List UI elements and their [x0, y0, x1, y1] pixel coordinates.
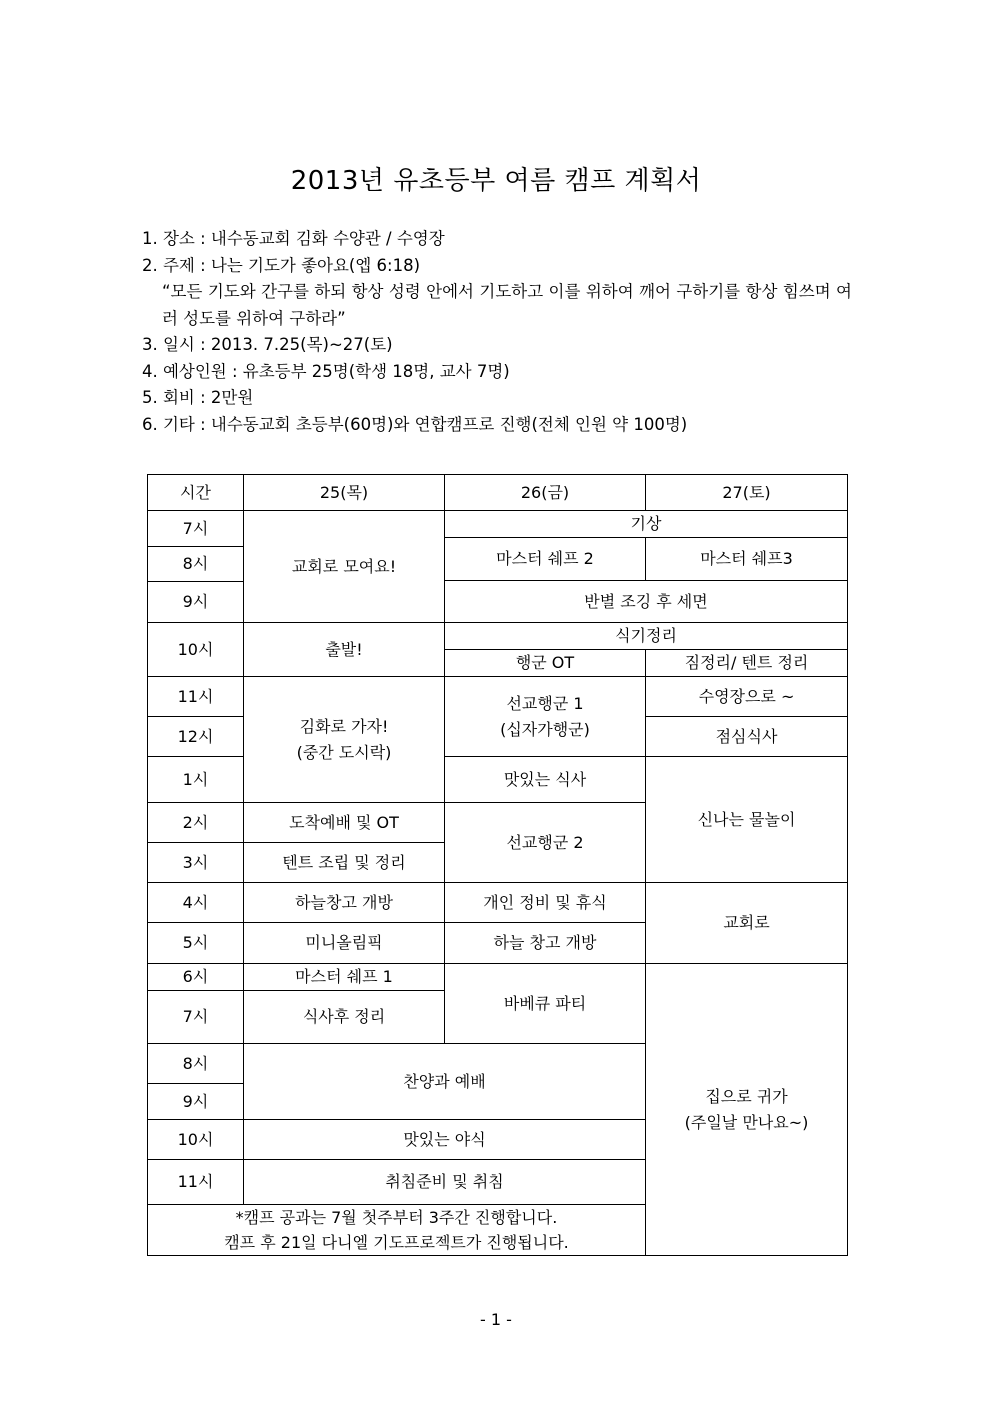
d25-gimhwa [244, 677, 445, 803]
header-day26: 26(금) [445, 475, 646, 511]
d27-chef3: 마스터 쉐프3 [646, 538, 848, 581]
d26-march1 [445, 677, 646, 757]
table-row [148, 883, 848, 923]
time-cell: 12시 [148, 717, 244, 757]
footnote-line2: 캠프 후 21일 다니엘 기도프로젝트가 진행됩니다. [224, 1233, 569, 1252]
d27-water: 신나는 물놀이 [646, 757, 848, 883]
d25-tent: 텐트 조립 및 정리 [244, 843, 445, 883]
footnote-line1: *캠프 공과는 7월 첫주부터 3주간 진행합니다. [235, 1208, 558, 1227]
march1-line2: (십자가행군) [500, 719, 590, 739]
table-row [148, 964, 848, 991]
table-row [148, 511, 848, 538]
info-date: 3. 일시 : 2013. 7.25(목)~27(토) [142, 335, 393, 354]
d25-olympic: 미니올림픽 [244, 923, 445, 964]
d25-sky: 하늘창고 개방 [244, 883, 445, 923]
header-day27: 27(토) [646, 475, 848, 511]
d27-lunch: 점심식사 [646, 717, 848, 757]
time-cell: 1시 [148, 757, 244, 803]
d25-gather: 교회로 모여요! [244, 511, 445, 623]
time-cell: 11시 [148, 1160, 244, 1205]
d26-bbq: 바베큐 파티 [445, 964, 646, 1044]
time-cell: 2시 [148, 803, 244, 843]
d25-chef1: 마스터 쉐프 1 [244, 964, 445, 991]
time-cell: 7시 [148, 991, 244, 1044]
snack-cell: 맛있는 야식 [244, 1120, 646, 1160]
page-number: - 1 - [480, 1310, 512, 1329]
d27-church: 교회로 [646, 883, 848, 964]
time-cell: 8시 [148, 547, 244, 582]
march1-line1: 선교행군 1 [506, 693, 584, 713]
time-cell: 9시 [148, 582, 244, 623]
d25-cleanup: 식사후 정리 [244, 991, 445, 1044]
time-cell: 3시 [148, 843, 244, 883]
time-cell: 11시 [148, 677, 244, 717]
time-cell: 8시 [148, 1044, 244, 1084]
time-cell: 4시 [148, 883, 244, 923]
d25-arrival: 도착예배 및 OT [244, 803, 445, 843]
schedule-table [147, 474, 848, 1256]
d26-sky: 하늘 창고 개방 [445, 923, 646, 964]
time-cell: 10시 [148, 1120, 244, 1160]
info-theme-quote: “모든 기도와 간구를 하되 항상 성령 안에서 기도하고 이를 위하여 깨어 구하기를 항상 힘쓰며 여러 성도를 위하여 구하라” [162, 282, 852, 328]
d25-depart: 출발! [244, 623, 445, 677]
gimhwa-line1: 김화로 가자! [299, 716, 389, 736]
time-cell: 7시 [148, 511, 244, 547]
d27-pool: 수영장으로 ~ [646, 677, 848, 717]
plan-info-list [142, 226, 852, 438]
dishes-cell: 식기정리 [445, 623, 848, 650]
footnote-cell [148, 1205, 646, 1256]
info-etc: 6. 기타 : 내수동교회 초등부(60명)와 연합캠프로 진행(전체 인원 약 100명) [142, 414, 688, 434]
info-attendance: 4. 예상인원 : 유초등부 25명(학생 18명, 교사 7명) [142, 361, 510, 381]
wakeup-cell: 기상 [445, 511, 848, 538]
bed-cell: 취침준비 및 취침 [244, 1160, 646, 1205]
time-cell: 9시 [148, 1084, 244, 1120]
d26-chef2: 마스터 쉐프 2 [445, 538, 646, 581]
home-line2: (주일날 만나요~) [684, 1112, 809, 1132]
document-title: 2013년 유초등부 여름 캠프 계획서 [290, 166, 702, 196]
info-theme: 2. 주제 : 나는 기도가 좋아요(엡 6:18) [142, 255, 421, 275]
d27-home [646, 964, 848, 1256]
time-cell: 6시 [148, 964, 244, 991]
info-location: 1. 장소 : 내수동교회 김화 수양관 / 수영장 [142, 229, 445, 248]
header-row [148, 475, 848, 511]
jogging-cell: 반별 조깅 후 세면 [445, 581, 848, 623]
gimhwa-line2: (중간 도시락) [296, 742, 392, 762]
d26-march2: 선교행군 2 [445, 803, 646, 883]
header-time: 시간 [148, 475, 244, 511]
header-day25: 25(목) [244, 475, 445, 511]
worship-cell: 찬양과 예배 [244, 1044, 646, 1120]
table-row [148, 677, 848, 717]
home-line1: 집으로 귀가 [705, 1086, 788, 1106]
d26-lunch: 맛있는 식사 [445, 757, 646, 803]
table-row [148, 623, 848, 650]
d26-rest: 개인 정비 및 휴식 [445, 883, 646, 923]
d27-pack: 짐정리/ 텐트 정리 [646, 650, 848, 677]
time-cell: 10시 [148, 623, 244, 677]
info-fee: 5. 회비 : 2만원 [142, 388, 254, 407]
time-cell: 5시 [148, 923, 244, 964]
d26-march-ot: 행군 OT [445, 650, 646, 677]
